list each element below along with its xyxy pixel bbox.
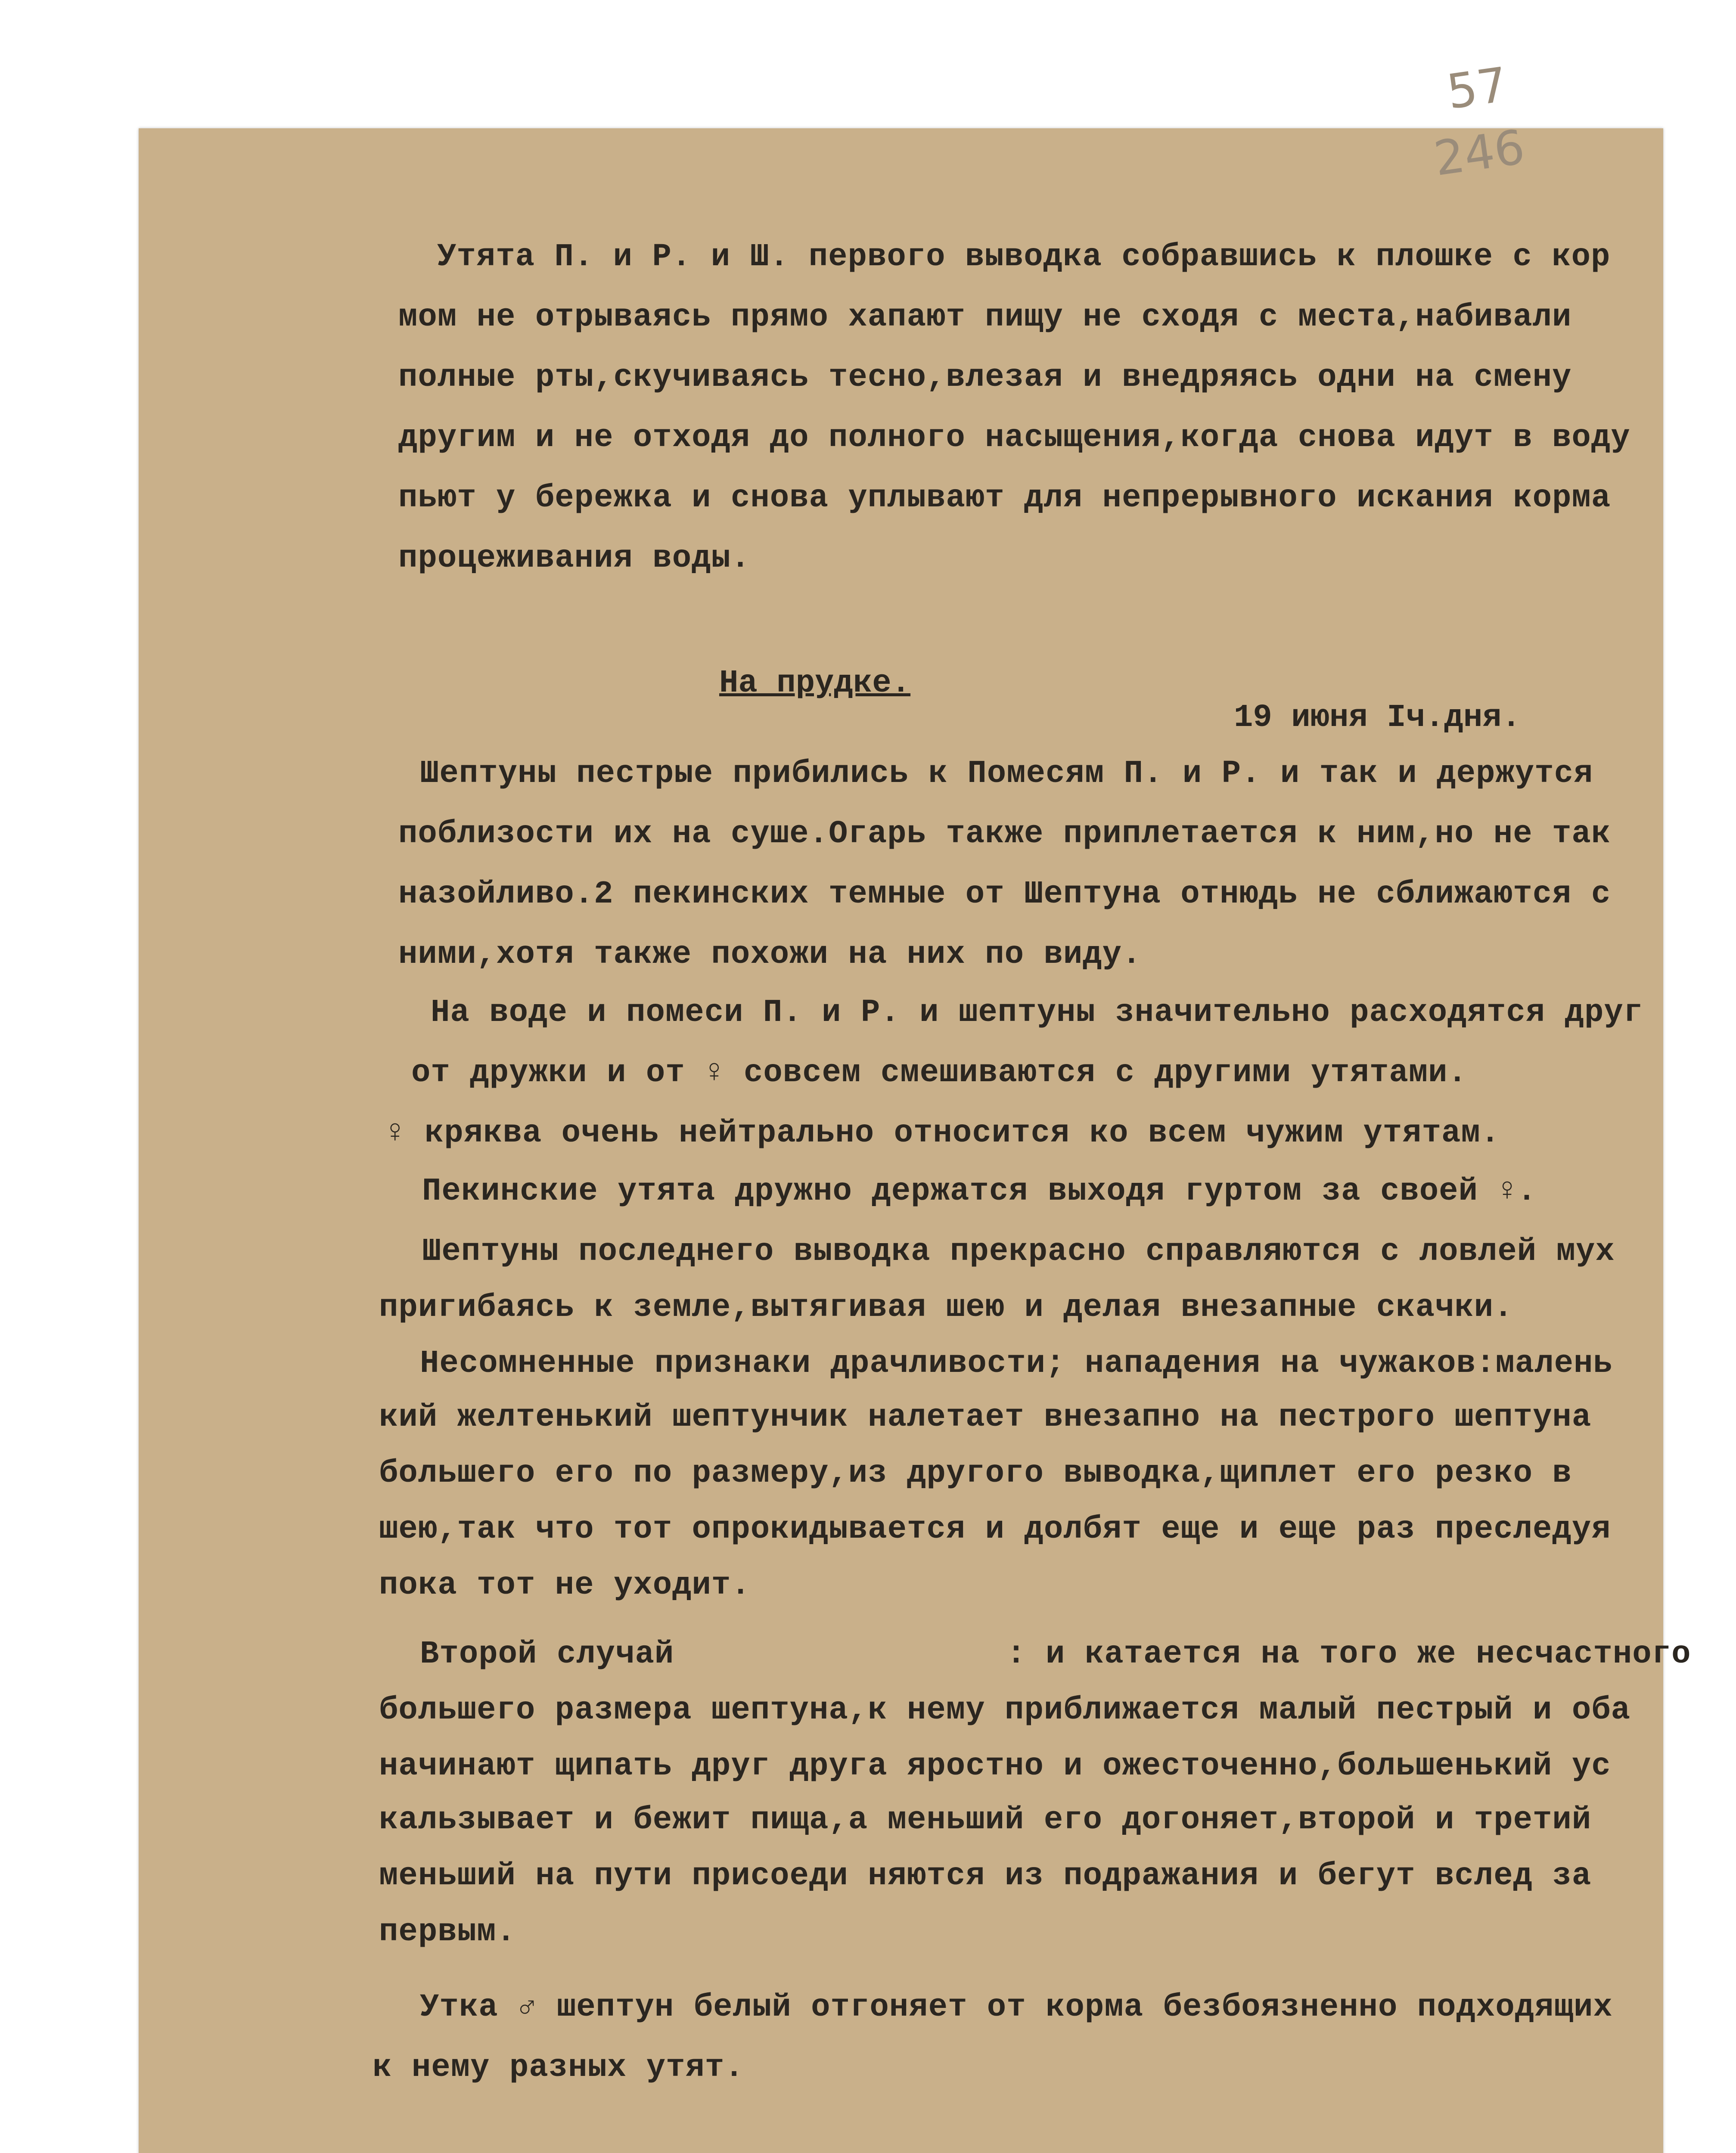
folio-number-secondary: 246 [1431,119,1528,186]
text-line: пригибаясь к земле,вытягивая шею и делая внезапные скачки. [379,1290,1513,1326]
text-line: к нему разных утят. [373,2050,744,2086]
text-line: первым. [379,1914,516,1950]
text-line: большего его по размеру,из другого выводка,щиплет его резко в [379,1455,1572,1492]
text-line: Пекинские утята дружно держатся выходя гуртом за своей ♀. [422,1173,1537,1210]
text-line: кий желтенький шептунчик налетает внезапно на пестрого шептуна [379,1399,1592,1436]
folio-number: 57 [1443,56,1511,120]
text-line: кальзывает и бежит пища,а меньший его догоняет,второй и третий [379,1802,1592,1838]
text-line: полные рты,скучиваясь тесно,влезая и внедряясь одни на смену [398,360,1572,396]
text-line: Несомненные признаки драчливости; нападения на чужаков:малень [420,1346,1613,1382]
text-line: назойливо.2 пекинских темные от Шептуна отнюдь не сближаются с [398,876,1611,912]
text-line: пока тот не уходит. [379,1567,751,1604]
text-line: меньший на пути присоеди няются из подражания и бегут вслед за [379,1858,1592,1894]
text-line: поблизости их на суше.Огарь также приплетается к ним,но не так [398,816,1611,852]
text-line: шею,так что тот опрокидывается и долбят еще и еще раз преследуя [379,1511,1611,1548]
text-line: Шептуны последнего выводка прекрасно справляются с ловлей мух [422,1234,1615,1270]
text-line: от дружки и от ♀ совсем смешиваются с другими утятами. [411,1055,1467,1091]
text-line: большего размера шептуна,к нему приближается малый пестрый и оба [379,1692,1631,1728]
text-line: На воде и помеси П. и Р. и шептуны значительно расходятся друг [431,995,1643,1031]
text-line: ними,хотя также похожи на них по виду. [398,937,1142,973]
text-line: Утята П. и Р. и Ш. первого выводка собравшись к плошке с кор [437,239,1611,275]
date-line: 19 июня Iч.дня. [1234,700,1521,736]
section-heading: На прудке. [719,665,911,701]
text-line: другим и не отходя до полного насыщения,когда снова идут в воду [398,420,1630,456]
text-line: ♀ кряква очень нейтрально относится ко всем чужим утятам. [385,1115,1500,1151]
text-line: Утка ♂ шептун белый отгоняет от корма безбоязненно подходящих [420,1989,1613,2026]
text-line: пьют у бережка и снова уплывают для непрерывного искания корма [398,480,1611,516]
text-line: Шептуны пестрые прибились к Помесям П. и Р. и так и держутся [420,756,1593,792]
text-line: процеживания воды. [398,540,751,577]
text-line: мом не отрываясь прямо хапают пищу не сходя с места,набивали [398,299,1572,335]
text-line: начинают щипать друг друга яростно и ожесточенно,большенький ус [379,1748,1611,1784]
text-line: Второй случай : и катается на того же несчастного [420,1636,1691,1672]
